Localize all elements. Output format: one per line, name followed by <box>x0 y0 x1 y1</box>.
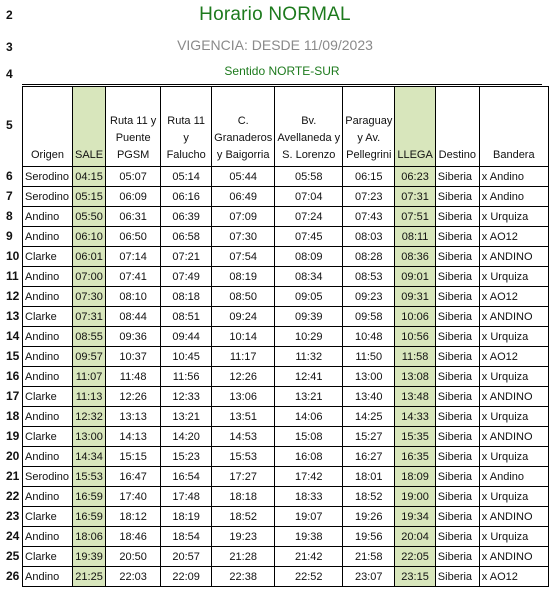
cell-pgsm: 18:46 <box>106 527 161 547</box>
cell-origen: Clarke <box>23 547 73 567</box>
header-origen: Origen <box>23 87 73 167</box>
cell-destino: Siberia <box>435 247 479 267</box>
row-number: 10 <box>6 249 20 263</box>
cell-paraguay: 08:03 <box>343 227 395 247</box>
cell-granaderos: 07:30 <box>212 227 275 247</box>
cell-bandera: x Urquiza <box>479 327 548 347</box>
cell-bandera: x ANDINO <box>479 427 548 447</box>
cell-falucho: 06:58 <box>161 227 212 247</box>
cell-avellaneda: 10:29 <box>275 327 343 347</box>
cell-paraguay: 13:40 <box>343 387 395 407</box>
cell-destino: Siberia <box>435 187 479 207</box>
cell-sale: 16:59 <box>73 507 106 527</box>
cell-sale: 21:25 <box>73 567 106 587</box>
row-number: 7 <box>6 189 13 203</box>
cell-bandera: x Urquiza <box>479 447 548 467</box>
cell-origen: Andino <box>23 367 73 387</box>
cell-bandera: x AO12 <box>479 347 548 367</box>
header-bandera: Bandera <box>479 87 548 167</box>
cell-pgsm: 07:41 <box>106 267 161 287</box>
cell-sale: 16:59 <box>73 487 106 507</box>
row-number: 13 <box>6 309 20 323</box>
cell-llega: 13:08 <box>395 367 435 387</box>
cell-origen: Andino <box>23 447 73 467</box>
cell-destino: Siberia <box>435 447 479 467</box>
cell-avellaneda: 17:42 <box>275 467 343 487</box>
table-row <box>23 247 549 267</box>
cell-granaderos: 18:52 <box>212 507 275 527</box>
cell-sale: 11:07 <box>73 367 106 387</box>
cell-granaderos: 17:27 <box>212 467 275 487</box>
cell-destino: Siberia <box>435 287 479 307</box>
cell-llega: 13:48 <box>395 387 435 407</box>
row-number: 12 <box>6 289 20 303</box>
cell-granaderos: 12:26 <box>212 367 275 387</box>
cell-granaderos: 13:51 <box>212 407 275 427</box>
cell-pgsm: 06:31 <box>106 207 161 227</box>
cell-llega: 10:56 <box>395 327 435 347</box>
row-number: 23 <box>6 509 20 523</box>
cell-falucho: 15:23 <box>161 447 212 467</box>
row-number: 16 <box>6 369 20 383</box>
cell-falucho: 12:33 <box>161 387 212 407</box>
cell-destino: Siberia <box>435 327 479 347</box>
cell-granaderos: 15:53 <box>212 447 275 467</box>
cell-falucho: 06:16 <box>161 187 212 207</box>
cell-destino: Siberia <box>435 507 479 527</box>
header-sale: SALE <box>73 87 106 167</box>
cell-sale: 06:10 <box>73 227 106 247</box>
cell-paraguay: 10:48 <box>343 327 395 347</box>
cell-bandera: x Andino <box>479 467 548 487</box>
cell-destino: Siberia <box>435 167 479 187</box>
cell-origen: Andino <box>23 527 73 547</box>
cell-paraguay: 18:01 <box>343 467 395 487</box>
table-row <box>23 387 549 407</box>
cell-falucho: 08:51 <box>161 307 212 327</box>
cell-sale: 19:39 <box>73 547 106 567</box>
cell-sale: 12:32 <box>73 407 106 427</box>
cell-avellaneda: 21:42 <box>275 547 343 567</box>
cell-avellaneda: 15:08 <box>275 427 343 447</box>
cell-bandera: x Urquiza <box>479 367 548 387</box>
cell-destino: Siberia <box>435 207 479 227</box>
cell-origen: Andino <box>23 267 73 287</box>
cell-llega: 14:33 <box>395 407 435 427</box>
cell-granaderos: 11:17 <box>212 347 275 367</box>
cell-paraguay: 21:58 <box>343 547 395 567</box>
table-row <box>23 267 549 287</box>
cell-granaderos: 18:18 <box>212 487 275 507</box>
row-number: 20 <box>6 449 20 463</box>
cell-avellaneda: 13:21 <box>275 387 343 407</box>
cell-paraguay: 13:00 <box>343 367 395 387</box>
cell-sale: 14:34 <box>73 447 106 467</box>
cell-granaderos: 21:28 <box>212 547 275 567</box>
table-row <box>23 447 549 467</box>
cell-paraguay: 19:56 <box>343 527 395 547</box>
cell-bandera: x ANDINO <box>479 247 548 267</box>
row-number: 15 <box>6 349 20 363</box>
cell-bandera: x ANDINO <box>479 507 548 527</box>
page-title: Horario NORMAL <box>199 4 351 25</box>
cell-avellaneda: 18:33 <box>275 487 343 507</box>
cell-destino: Siberia <box>435 547 479 567</box>
cell-bandera: x AO12 <box>479 567 548 587</box>
cell-destino: Siberia <box>435 487 479 507</box>
cell-paraguay: 07:23 <box>343 187 395 207</box>
cell-pgsm: 12:26 <box>106 387 161 407</box>
cell-avellaneda: 16:08 <box>275 447 343 467</box>
cell-llega: 08:36 <box>395 247 435 267</box>
header-destino: Destino <box>435 87 479 167</box>
cell-falucho: 05:14 <box>161 167 212 187</box>
table-row <box>23 207 549 227</box>
cell-sale: 13:00 <box>73 427 106 447</box>
cell-falucho: 22:09 <box>161 567 212 587</box>
table-row <box>23 187 549 207</box>
cell-llega: 22:05 <box>395 547 435 567</box>
cell-granaderos: 13:06 <box>212 387 275 407</box>
cell-llega: 18:09 <box>395 467 435 487</box>
row-number: 25 <box>6 549 20 563</box>
header-granaderos: C. Granaderos y Baigorria <box>212 87 275 167</box>
cell-granaderos: 14:53 <box>212 427 275 447</box>
cell-avellaneda: 08:34 <box>275 267 343 287</box>
cell-origen: Andino <box>23 207 73 227</box>
cell-granaderos: 22:38 <box>212 567 275 587</box>
cell-destino: Siberia <box>435 407 479 427</box>
cell-llega: 08:11 <box>395 227 435 247</box>
cell-destino: Siberia <box>435 267 479 287</box>
cell-bandera: x Urquiza <box>479 487 548 507</box>
table-row <box>23 367 549 387</box>
row-number: 19 <box>6 429 20 443</box>
cell-granaderos: 05:44 <box>212 167 275 187</box>
cell-bandera: x AO12 <box>479 287 548 307</box>
cell-pgsm: 08:44 <box>106 307 161 327</box>
cell-origen: Andino <box>23 287 73 307</box>
cell-origen: Clarke <box>23 427 73 447</box>
row-number: 2 <box>6 8 13 22</box>
cell-pgsm: 15:15 <box>106 447 161 467</box>
cell-pgsm: 08:10 <box>106 287 161 307</box>
header-ruta11-pgsm: Ruta 11 y Puente PGSM <box>106 87 161 167</box>
cell-pgsm: 10:37 <box>106 347 161 367</box>
cell-origen: Andino <box>23 327 73 347</box>
cell-llega: 19:00 <box>395 487 435 507</box>
cell-falucho: 10:45 <box>161 347 212 367</box>
cell-destino: Siberia <box>435 567 479 587</box>
header-llega: LLEGA <box>395 87 435 167</box>
cell-bandera: x AO12 <box>479 227 548 247</box>
cell-avellaneda: 05:58 <box>275 167 343 187</box>
cell-pgsm: 05:07 <box>106 167 161 187</box>
cell-pgsm: 13:13 <box>106 407 161 427</box>
cell-llega: 19:34 <box>395 507 435 527</box>
cell-avellaneda: 11:32 <box>275 347 343 367</box>
cell-llega: 06:23 <box>395 167 435 187</box>
cell-sale: 05:50 <box>73 207 106 227</box>
cell-llega: 20:04 <box>395 527 435 547</box>
table-row <box>23 407 549 427</box>
cell-sale: 06:01 <box>73 247 106 267</box>
cell-falucho: 17:48 <box>161 487 212 507</box>
cell-avellaneda: 07:45 <box>275 227 343 247</box>
row-number: 11 <box>6 269 19 283</box>
cell-paraguay: 09:23 <box>343 287 395 307</box>
cell-granaderos: 08:19 <box>212 267 275 287</box>
cell-falucho: 07:49 <box>161 267 212 287</box>
cell-pgsm: 11:48 <box>106 367 161 387</box>
cell-sale: 09:57 <box>73 347 106 367</box>
row-number: 5 <box>6 118 13 132</box>
table-row <box>23 307 549 327</box>
cell-sale: 08:55 <box>73 327 106 347</box>
cell-avellaneda: 19:38 <box>275 527 343 547</box>
cell-sale: 07:30 <box>73 287 106 307</box>
cell-llega: 07:31 <box>395 187 435 207</box>
cell-falucho: 14:20 <box>161 427 212 447</box>
cell-falucho: 18:19 <box>161 507 212 527</box>
cell-paraguay: 11:50 <box>343 347 395 367</box>
cell-bandera: x ANDINO <box>479 307 548 327</box>
header-row <box>23 87 549 167</box>
vigencia-text: VIGENCIA: DESDE 11/09/2023 <box>177 37 373 53</box>
cell-falucho: 07:21 <box>161 247 212 267</box>
header-ruta11-falucho: Ruta 11 y Falucho <box>161 87 212 167</box>
row-number: 3 <box>6 40 13 54</box>
cell-granaderos: 19:23 <box>212 527 275 547</box>
table-row <box>23 547 549 567</box>
cell-avellaneda: 12:41 <box>275 367 343 387</box>
cell-pgsm: 20:50 <box>106 547 161 567</box>
cell-bandera: x ANDINO <box>479 547 548 567</box>
table-row <box>23 527 549 547</box>
cell-origen: Clarke <box>23 247 73 267</box>
cell-falucho: 20:57 <box>161 547 212 567</box>
cell-paraguay: 08:53 <box>343 267 395 287</box>
cell-avellaneda: 09:05 <box>275 287 343 307</box>
cell-paraguay: 06:15 <box>343 167 395 187</box>
cell-origen: Serodino <box>23 467 73 487</box>
cell-sale: 07:31 <box>73 307 106 327</box>
cell-falucho: 09:44 <box>161 327 212 347</box>
cell-pgsm: 16:47 <box>106 467 161 487</box>
cell-origen: Andino <box>23 407 73 427</box>
sentido-label: Sentido NORTE-SUR <box>22 64 542 85</box>
cell-llega: 11:58 <box>395 347 435 367</box>
cell-falucho: 16:54 <box>161 467 212 487</box>
cell-pgsm: 18:12 <box>106 507 161 527</box>
cell-paraguay: 18:52 <box>343 487 395 507</box>
cell-paraguay: 07:43 <box>343 207 395 227</box>
cell-bandera: x Urquiza <box>479 407 548 427</box>
cell-destino: Siberia <box>435 227 479 247</box>
cell-origen: Andino <box>23 347 73 367</box>
cell-llega: 16:35 <box>395 447 435 467</box>
cell-sale: 04:15 <box>73 167 106 187</box>
cell-avellaneda: 22:52 <box>275 567 343 587</box>
table-row <box>23 487 549 507</box>
cell-granaderos: 08:50 <box>212 287 275 307</box>
cell-falucho: 11:56 <box>161 367 212 387</box>
cell-destino: Siberia <box>435 367 479 387</box>
cell-pgsm: 06:50 <box>106 227 161 247</box>
cell-origen: Clarke <box>23 307 73 327</box>
row-number: 24 <box>6 529 20 543</box>
cell-granaderos: 07:09 <box>212 207 275 227</box>
cell-paraguay: 14:25 <box>343 407 395 427</box>
cell-paraguay: 08:28 <box>343 247 395 267</box>
cell-llega: 15:35 <box>395 427 435 447</box>
cell-falucho: 18:54 <box>161 527 212 547</box>
cell-pgsm: 09:36 <box>106 327 161 347</box>
cell-origen: Serodino <box>23 167 73 187</box>
cell-pgsm: 17:40 <box>106 487 161 507</box>
cell-llega: 09:01 <box>395 267 435 287</box>
cell-origen: Clarke <box>23 507 73 527</box>
cell-granaderos: 09:24 <box>212 307 275 327</box>
cell-bandera: x Urquiza <box>479 267 548 287</box>
cell-bandera: x Andino <box>479 187 548 207</box>
header-paraguay: Paraguay y Av. Pellegrini <box>343 87 395 167</box>
cell-llega: 09:31 <box>395 287 435 307</box>
cell-origen: Clarke <box>23 387 73 407</box>
cell-pgsm: 06:09 <box>106 187 161 207</box>
table-row <box>23 287 549 307</box>
cell-granaderos: 07:54 <box>212 247 275 267</box>
row-number: 18 <box>6 409 20 423</box>
row-number: 8 <box>6 209 13 223</box>
schedule-body <box>23 167 549 587</box>
cell-sale: 07:00 <box>73 267 106 287</box>
cell-origen: Andino <box>23 227 73 247</box>
row-number: 4 <box>6 67 13 81</box>
cell-paraguay: 15:27 <box>343 427 395 447</box>
cell-paraguay: 19:26 <box>343 507 395 527</box>
row-number: 14 <box>6 329 20 343</box>
cell-bandera: x Urquiza <box>479 527 548 547</box>
table-row <box>23 327 549 347</box>
row-number: 9 <box>6 229 13 243</box>
cell-sale: 15:53 <box>73 467 106 487</box>
cell-destino: Siberia <box>435 307 479 327</box>
cell-paraguay: 16:27 <box>343 447 395 467</box>
table-row <box>23 227 549 247</box>
row-number: 22 <box>6 489 20 503</box>
cell-destino: Siberia <box>435 387 479 407</box>
cell-pgsm: 07:14 <box>106 247 161 267</box>
cell-falucho: 13:21 <box>161 407 212 427</box>
cell-paraguay: 09:58 <box>343 307 395 327</box>
cell-destino: Siberia <box>435 467 479 487</box>
cell-destino: Siberia <box>435 527 479 547</box>
cell-falucho: 06:39 <box>161 207 212 227</box>
cell-granaderos: 06:49 <box>212 187 275 207</box>
cell-avellaneda: 09:39 <box>275 307 343 327</box>
cell-destino: Siberia <box>435 347 479 367</box>
cell-destino: Siberia <box>435 427 479 447</box>
table-row <box>23 427 549 447</box>
cell-llega: 07:51 <box>395 207 435 227</box>
row-number: 6 <box>6 169 13 183</box>
cell-pgsm: 22:03 <box>106 567 161 587</box>
row-number: 26 <box>6 569 20 583</box>
table-row <box>23 347 549 367</box>
cell-sale: 05:15 <box>73 187 106 207</box>
cell-avellaneda: 07:24 <box>275 207 343 227</box>
cell-llega: 23:15 <box>395 567 435 587</box>
cell-sale: 11:13 <box>73 387 106 407</box>
cell-paraguay: 23:07 <box>343 567 395 587</box>
row-number: 21 <box>6 469 20 483</box>
table-row <box>23 507 549 527</box>
cell-avellaneda: 08:09 <box>275 247 343 267</box>
cell-avellaneda: 19:07 <box>275 507 343 527</box>
table-row <box>23 567 549 587</box>
cell-sale: 18:06 <box>73 527 106 547</box>
schedule-table <box>22 86 549 587</box>
cell-falucho: 08:18 <box>161 287 212 307</box>
cell-granaderos: 10:14 <box>212 327 275 347</box>
cell-avellaneda: 14:06 <box>275 407 343 427</box>
row-number: 17 <box>6 389 20 403</box>
cell-bandera: x Andino <box>479 167 548 187</box>
table-row <box>23 167 549 187</box>
header-avellaneda: Bv. Avellaneda y S. Lorenzo <box>275 87 343 167</box>
cell-bandera: x Urquiza <box>479 207 548 227</box>
cell-llega: 10:06 <box>395 307 435 327</box>
cell-pgsm: 14:13 <box>106 427 161 447</box>
cell-avellaneda: 07:04 <box>275 187 343 207</box>
cell-bandera: x ANDINO <box>479 387 548 407</box>
cell-origen: Andino <box>23 567 73 587</box>
table-row <box>23 467 549 487</box>
cell-origen: Andino <box>23 487 73 507</box>
cell-origen: Serodino <box>23 187 73 207</box>
